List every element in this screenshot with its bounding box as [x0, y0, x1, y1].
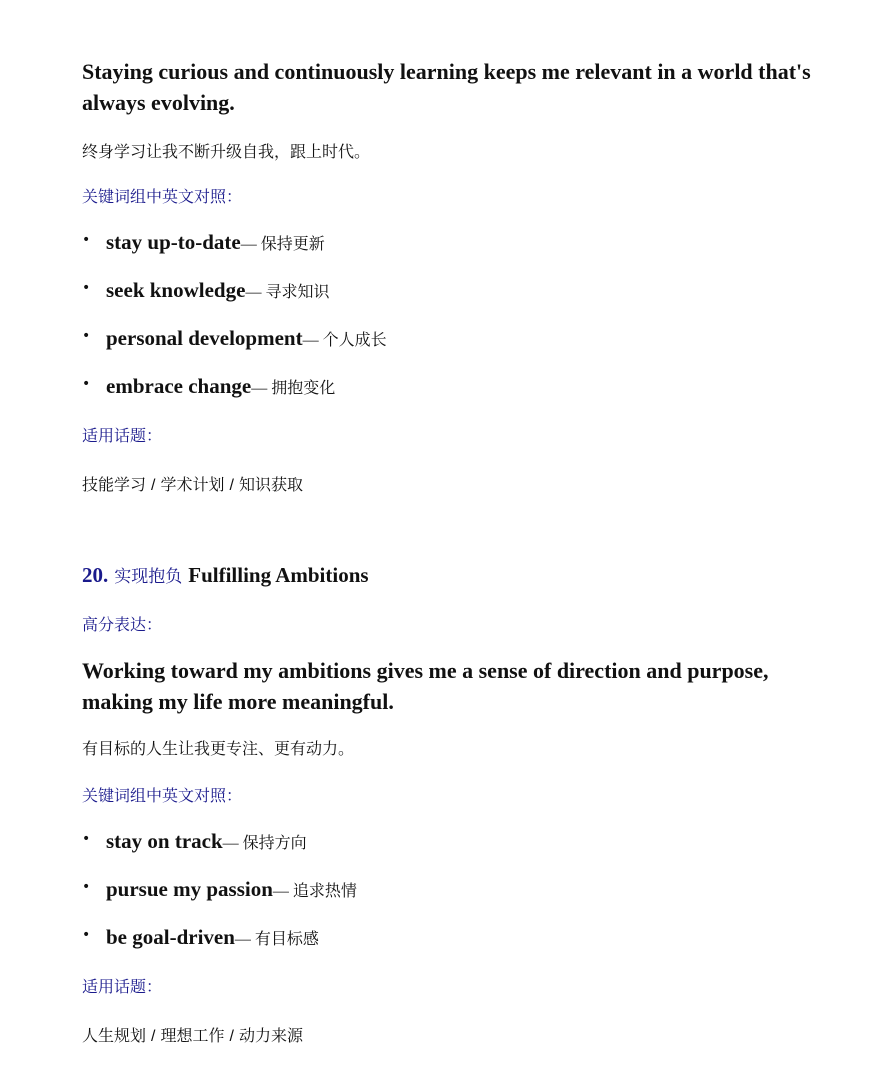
keyword-cn: 个人成长	[322, 330, 387, 349]
expression-label: 高分表达：	[82, 615, 163, 634]
keyword-en: personal development	[106, 326, 303, 350]
list-item	[82, 278, 329, 303]
keyword-cn: 寻求知识	[265, 282, 330, 301]
keywords-label: 关键词组中英文对照：	[82, 187, 243, 206]
list-item	[82, 829, 307, 854]
bullet-icon: •	[82, 376, 91, 392]
bullet-icon: •	[82, 328, 91, 344]
list-item	[82, 877, 357, 902]
dash: —	[240, 236, 257, 253]
bullet-icon: •	[82, 232, 91, 248]
topic: 学术计划	[160, 475, 225, 494]
section-title-en: Fulfilling Ambitions	[188, 563, 369, 587]
keyword-en: stay on track	[106, 829, 223, 853]
keyword-cn: 保持更新	[260, 234, 325, 253]
separator: /	[151, 477, 156, 494]
bullet-icon: •	[82, 927, 91, 943]
topics-label: 适用话题：	[82, 426, 163, 445]
keyword-cn: 追求热情	[292, 881, 357, 900]
bullet-icon: •	[82, 280, 91, 296]
bullet-icon: •	[82, 879, 91, 895]
section-number: 20.	[82, 563, 109, 587]
list-item	[82, 925, 319, 950]
topics-label: 适用话题：	[82, 977, 163, 996]
keyword-cn: 保持方向	[242, 833, 307, 852]
sentence-en: Staying curious and continuously learning keeps me relevant in a world that's always evolving.	[82, 59, 811, 115]
topic: 技能学习	[82, 475, 147, 494]
separator: /	[229, 477, 234, 494]
dash: —	[251, 380, 268, 397]
list-item	[82, 374, 335, 399]
topics-line	[82, 472, 303, 495]
keyword-cn: 有目标感	[254, 929, 319, 948]
topic: 人生规划	[82, 1026, 147, 1045]
sentence-en: Working toward my ambitions gives me a sense of direction and purpose, making my life more meaningful.	[82, 658, 769, 714]
keywords-label: 关键词组中英文对照：	[82, 786, 243, 805]
keyword-en: embrace change	[106, 374, 252, 398]
keyword-en: seek knowledge	[106, 278, 246, 302]
keyword-en: pursue my passion	[106, 877, 273, 901]
dash: —	[245, 284, 262, 301]
bullet-icon: •	[82, 831, 91, 847]
dash: —	[222, 835, 239, 852]
keyword-en: stay up-to-date	[106, 230, 241, 254]
dash: —	[272, 883, 289, 900]
dash: —	[302, 332, 319, 349]
dash: —	[234, 931, 251, 948]
topic: 知识获取	[238, 475, 303, 494]
topics-line	[82, 1023, 303, 1046]
sentence-cn: 有目标的人生让我更专注、更有动力。	[82, 739, 355, 758]
separator: /	[229, 1028, 234, 1045]
keyword-en: be goal-driven	[106, 925, 235, 949]
separator: /	[151, 1028, 156, 1045]
section-heading	[82, 562, 369, 588]
keyword-cn: 拥抱变化	[271, 378, 336, 397]
sentence-cn: 终身学习让我不断升级自我，跟上时代。	[82, 142, 371, 161]
list-item	[82, 326, 387, 351]
section-title-cn: 实现抱负	[114, 567, 183, 587]
list-item	[82, 230, 325, 255]
topic: 动力来源	[238, 1026, 303, 1045]
topic: 理想工作	[160, 1026, 225, 1045]
